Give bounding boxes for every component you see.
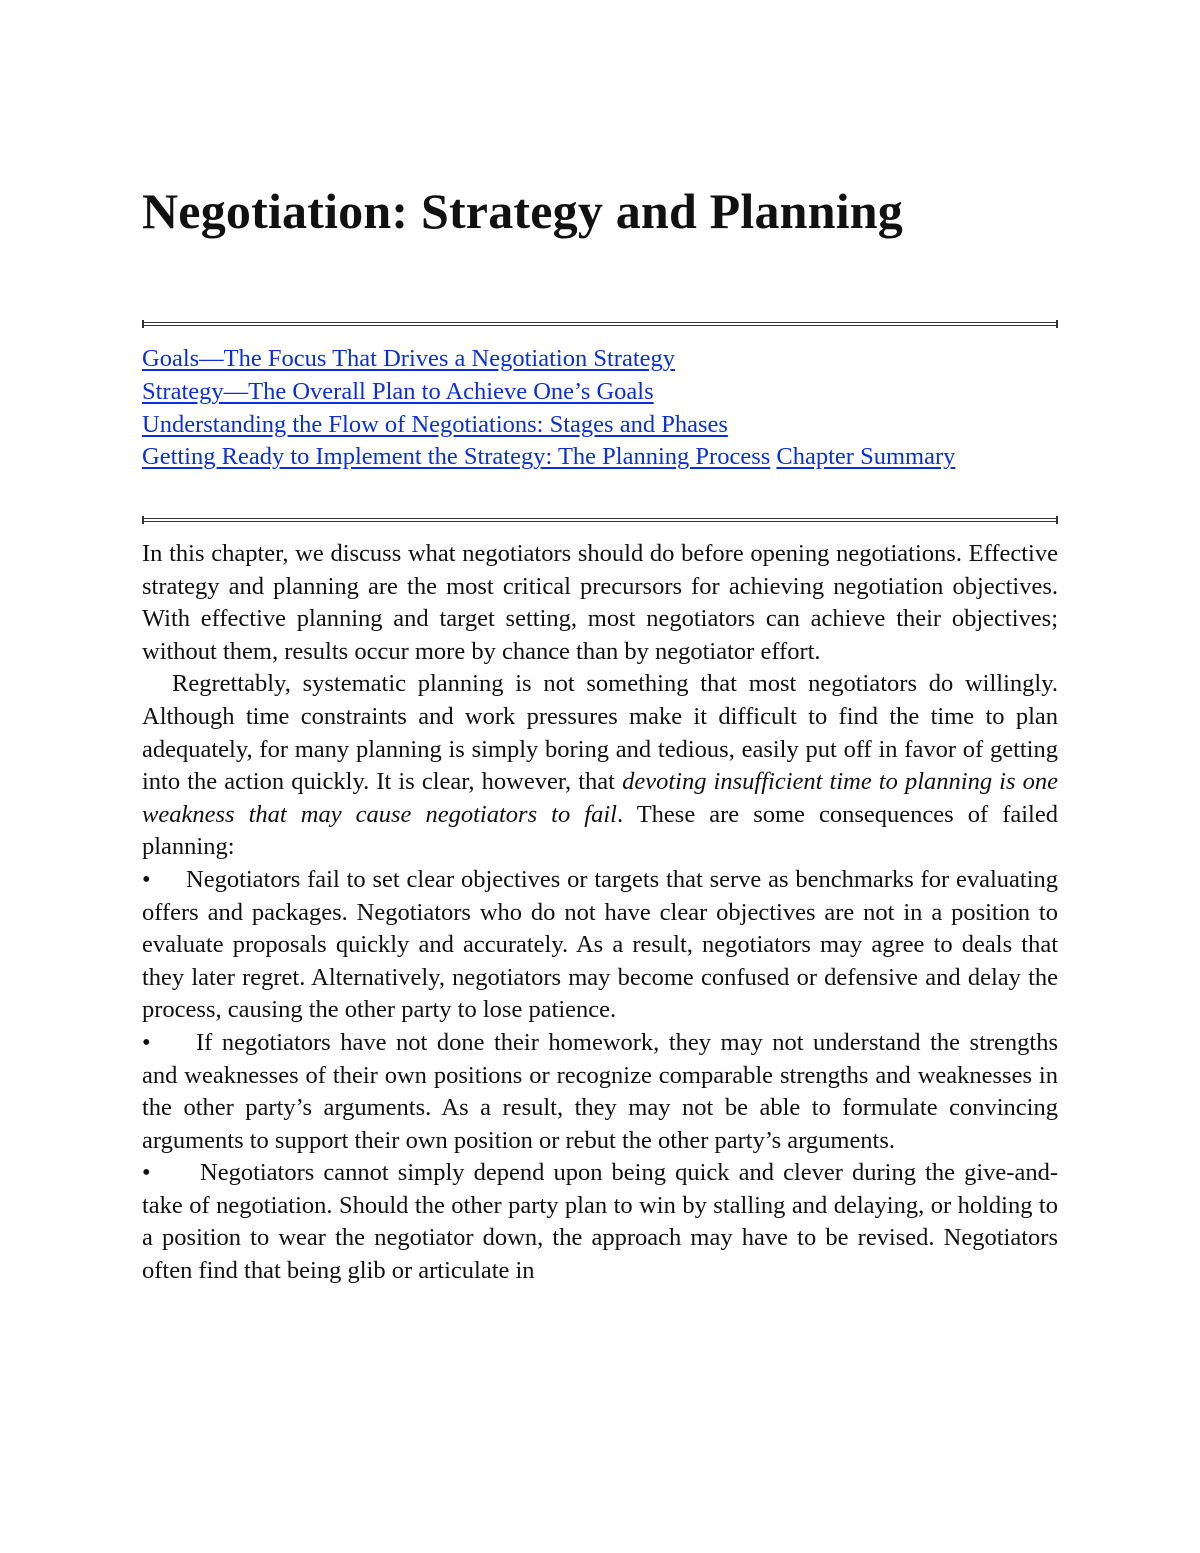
toc-bottom-rule <box>142 518 1058 522</box>
bullet-icon: • <box>142 865 151 893</box>
bullet-item-objectives <box>142 864 1058 1027</box>
page-title: Negotiation: Strategy and Planning <box>142 183 903 239</box>
toc-item-goals <box>142 343 1058 376</box>
toc-link-planning-process[interactable]: Getting Ready to Implement the Strategy: The Planning Process <box>142 443 771 471</box>
intro-paragraph: In this chapter, we discuss what negotiators should do before opening negotiations. Effective strategy and planning are the most critical precursors for achieving negotiation objectives. With effective planning and target setting, most negotiators can achieve their objectives; without them, results occur more by chance than by negotiator effort. <box>142 540 1058 665</box>
planning-paragraph-end: . These are some consequences of failed planning: <box>142 800 1058 861</box>
bullet-item-quick-clever <box>142 1157 1058 1287</box>
bullet-text-homework: If negotiators have not done their homework, they may not understand the strengths and weaknesses of their own positions or recognize comparable strengths and weaknesses in the other party’s arguments. As a result, they may not be able to formulate convincing arguments to support their own position or rebut the other party’s arguments. <box>142 1028 1058 1154</box>
toc-link-chapter-summary[interactable]: Chapter Summary <box>776 443 956 471</box>
chapter-body <box>142 538 1058 1288</box>
toc-link-goals[interactable]: Goals—The Focus That Drives a Negotiation Strategy <box>142 345 675 372</box>
bullet-icon: • <box>142 1159 151 1187</box>
bullet-icon: • <box>142 1028 151 1056</box>
toc-item-planning-and-summary <box>142 441 1058 474</box>
toc-item-flow <box>142 409 1058 442</box>
planning-paragraph-start: Regrettably, systematic planning is not something that most negotiators do willingly. Although time constraints and work pressures make it difficult to find the time to plan adequately, for many planning is simply boring and tedious, easily put off in favor of getting into the action quickly. It is clear, however, that <box>142 670 1058 796</box>
bullet-item-homework <box>142 1027 1058 1157</box>
bullet-text-objectives: Negotiators fail to set clear objectives or targets that serve as benchmarks for evaluating offers and packages. Negotiators who do not have clear objectives are not in a position to evaluate proposals quickly and accurately. As a result, negotiators may agree to deals that they later regret. Alternatively, negotiators may become confused or defensive and delay the process, causing the other party to lose patience. <box>142 865 1058 1024</box>
table-of-contents <box>142 343 1058 474</box>
bullet-text-quick-clever: Negotiators cannot simply depend upon being quick and clever during the give-and-take of negotiation. Should the other party plan to win by stalling and delaying, or holding to a position to wear the negotiator down, the approach may have to be revised. Negotiators often find that being glib or articulate in <box>142 1159 1058 1285</box>
toc-link-strategy[interactable]: Strategy—The Overall Plan to Achieve One’s Goals <box>142 377 654 405</box>
toc-link-flow[interactable]: Understanding the Flow of Negotiations: Stages and Phases <box>142 410 728 438</box>
planning-paragraph <box>142 668 1058 864</box>
planning-paragraph-emphasis: devoting insufficient time to planning is one weakness that may cause negotiators to fail <box>142 768 1058 828</box>
toc-top-rule <box>142 322 1058 326</box>
toc-item-strategy <box>142 376 1058 409</box>
